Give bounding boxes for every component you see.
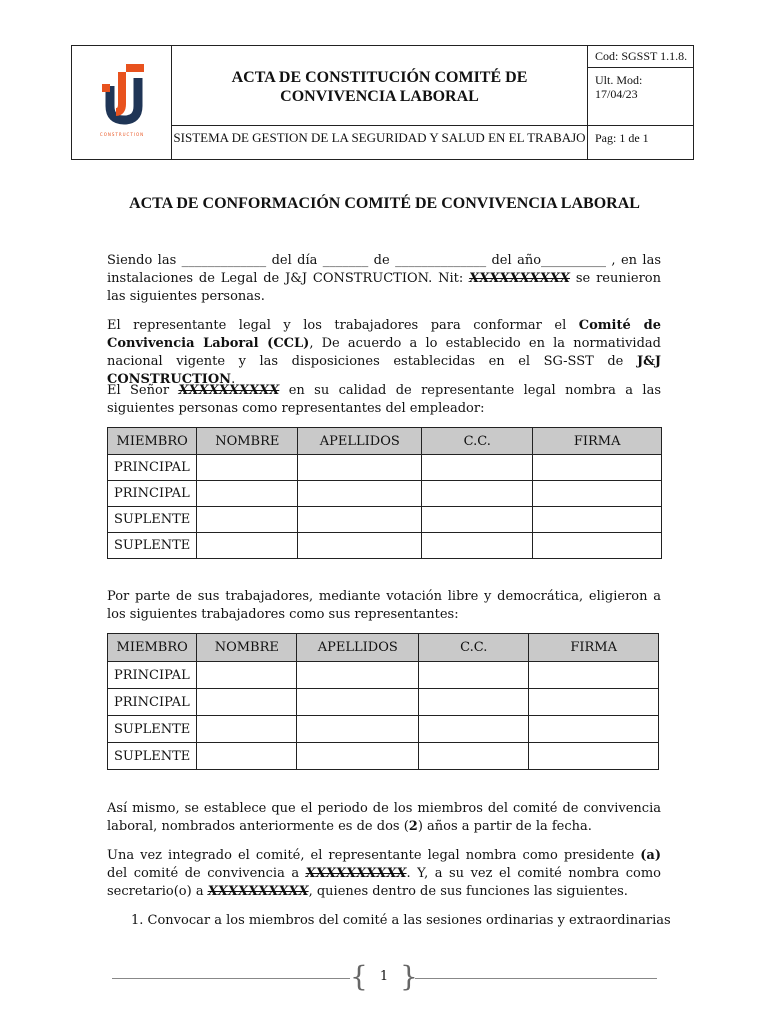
page-number: 1 — [379, 969, 389, 984]
signature-cell[interactable] — [529, 716, 659, 743]
logo-caption: CONSTRUCTION — [99, 132, 145, 137]
table-row — [108, 662, 659, 689]
document-title: ACTA DE CONFORMACIÓN COMITÉ DE CONVIVENCIA LABORAL — [129, 195, 640, 212]
col-header-apellidos: APELLIDOS — [297, 634, 419, 662]
header-title-line2: CONVIVENCIA LABORAL — [280, 88, 479, 105]
paragraph-president — [107, 847, 661, 901]
cc-cell[interactable] — [422, 507, 533, 533]
name-cell[interactable] — [197, 716, 297, 743]
cc-cell[interactable] — [419, 743, 529, 770]
member-role: SUPLENTE — [108, 533, 197, 559]
p6-text-a: Una vez integrado el comité, el representante legal nombra como presidente — [107, 848, 641, 863]
signature-cell[interactable] — [533, 507, 662, 533]
secretary-redacted: XXXXXXXXXX — [207, 884, 309, 899]
footer-divider-right — [415, 978, 657, 979]
signature-cell[interactable] — [533, 481, 662, 507]
period-years: 2 — [408, 819, 418, 834]
p2-text-a: El representante legal y los trabajadores para conformar el — [107, 318, 579, 333]
document-header — [71, 45, 694, 160]
p2-text-c: . — [231, 372, 236, 387]
col-header-miembro: MIEMBRO — [108, 634, 197, 662]
p5-text-a: Así mismo, se establece que el periodo de los miembros del comité de convivencia laboral, nombrados anteriormente es de dos ( — [107, 801, 661, 834]
name-cell[interactable] — [197, 481, 298, 507]
name-cell[interactable] — [197, 455, 298, 481]
paragraph-worker-reps: Por parte de sus trabajadores, mediante votación libre y democrática, eligieron a los siguientes trabajadores como sus representantes: — [107, 589, 661, 622]
legal-rep-redacted: XXXXXXXXXX — [178, 383, 280, 398]
cc-cell[interactable] — [419, 662, 529, 689]
gender-marker: (a) — [640, 848, 661, 863]
member-role: PRINCIPAL — [108, 662, 197, 689]
signature-cell[interactable] — [533, 533, 662, 559]
surname-cell[interactable] — [297, 743, 419, 770]
footer-bracket-left-icon: { — [350, 960, 368, 993]
last-modified-label: Ult. Mod: — [595, 73, 643, 87]
name-cell[interactable] — [197, 662, 297, 689]
signature-cell[interactable] — [529, 743, 659, 770]
col-header-cc: C.C. — [419, 634, 529, 662]
table-row — [108, 533, 662, 559]
employer-representatives-table — [107, 427, 662, 559]
p1-text-b: se reunieron las siguientes personas. — [107, 271, 661, 304]
table-row — [108, 507, 662, 533]
p1-text-a: Siendo las _____________ del día _______ de ______________ del año__________ , en las instalaciones de Legal de J&J CONSTRUCTION. Nit: — [107, 253, 661, 286]
cc-cell[interactable] — [422, 533, 533, 559]
member-role: PRINCIPAL — [108, 481, 197, 507]
list-item: 1. Convocar a los miembros del comité a las sesiones ordinarias y extraordinarias — [131, 913, 671, 928]
col-header-cc: C.C. — [422, 428, 533, 455]
header-title — [172, 68, 587, 106]
table-row — [108, 455, 662, 481]
p3-text-b: en su calidad de representante legal nombra a las siguientes personas como representantes del empleador: — [107, 383, 661, 416]
member-role: PRINCIPAL — [108, 455, 197, 481]
p2-text-b: , De acuerdo a lo establecido en la normatividad nacional vigente y las disposiciones establecidas en el SG-SST de — [107, 336, 661, 369]
member-role: SUPLENTE — [108, 743, 197, 770]
member-role: SUPLENTE — [108, 716, 197, 743]
p6-text-d: , quienes dentro de sus funciones las siguientes. — [308, 884, 628, 899]
surname-cell[interactable] — [298, 481, 422, 507]
member-role: SUPLENTE — [108, 507, 197, 533]
p6-text-b: del comité de convivencia a — [107, 866, 306, 881]
table-row — [108, 743, 659, 770]
cc-cell[interactable] — [419, 716, 529, 743]
col-header-apellidos: APELLIDOS — [298, 428, 422, 455]
footer-bracket-right-icon: } — [400, 960, 418, 993]
name-cell[interactable] — [197, 507, 298, 533]
paragraph-meeting — [107, 252, 661, 306]
surname-cell[interactable] — [298, 455, 422, 481]
worker-representatives-table — [107, 633, 659, 770]
footer-divider-left — [112, 978, 350, 979]
surname-cell[interactable] — [297, 662, 419, 689]
last-modified-date: 17/04/23 — [595, 87, 638, 101]
page-indicator: Pag: 1 de 1 — [595, 131, 649, 145]
surname-cell[interactable] — [298, 507, 422, 533]
name-cell[interactable] — [197, 533, 298, 559]
paragraph-purpose — [107, 317, 661, 389]
name-cell[interactable] — [197, 743, 297, 770]
member-role: PRINCIPAL — [108, 689, 197, 716]
paragraph-period — [107, 800, 661, 836]
surname-cell[interactable] — [297, 689, 419, 716]
cc-cell[interactable] — [422, 455, 533, 481]
president-redacted: XXXXXXXXXX — [305, 866, 407, 881]
signature-cell[interactable] — [529, 689, 659, 716]
col-header-firma: FIRMA — [529, 634, 659, 662]
cc-cell[interactable] — [419, 689, 529, 716]
header-title-line1: ACTA DE CONSTITUCIÓN COMITÉ DE — [231, 69, 528, 86]
p3-text-a: El Señor — [107, 383, 179, 398]
company-name: J&J CONSTRUCTION — [107, 354, 661, 387]
paragraph-employer-reps — [107, 382, 661, 418]
cc-cell[interactable] — [422, 481, 533, 507]
col-header-nombre: NOMBRE — [197, 428, 298, 455]
name-cell[interactable] — [197, 689, 297, 716]
table-row — [108, 716, 659, 743]
p5-text-b: ) años a partir de la fecha. — [417, 819, 592, 834]
p6-text-c: . Y, a su vez el comité nombra como secretario(o) a — [107, 866, 661, 899]
signature-cell[interactable] — [529, 662, 659, 689]
nit-redacted: XXXXXXXXXX — [469, 271, 571, 286]
surname-cell[interactable] — [298, 533, 422, 559]
table-row — [108, 689, 659, 716]
table-row — [108, 481, 662, 507]
surname-cell[interactable] — [297, 716, 419, 743]
document-code: Cod: SGSST 1.1.8. — [595, 49, 688, 63]
col-header-nombre: NOMBRE — [197, 634, 297, 662]
col-header-firma: FIRMA — [533, 428, 662, 455]
header-subtitle: SISTEMA DE GESTION DE LA SEGURIDAD Y SALUD EN EL TRABAJO — [173, 130, 586, 145]
col-header-miembro: MIEMBRO — [108, 428, 197, 455]
company-logo — [92, 58, 152, 138]
signature-cell[interactable] — [533, 455, 662, 481]
ccl-name: Comité de Convivencia Laboral (CCL) — [107, 318, 662, 351]
